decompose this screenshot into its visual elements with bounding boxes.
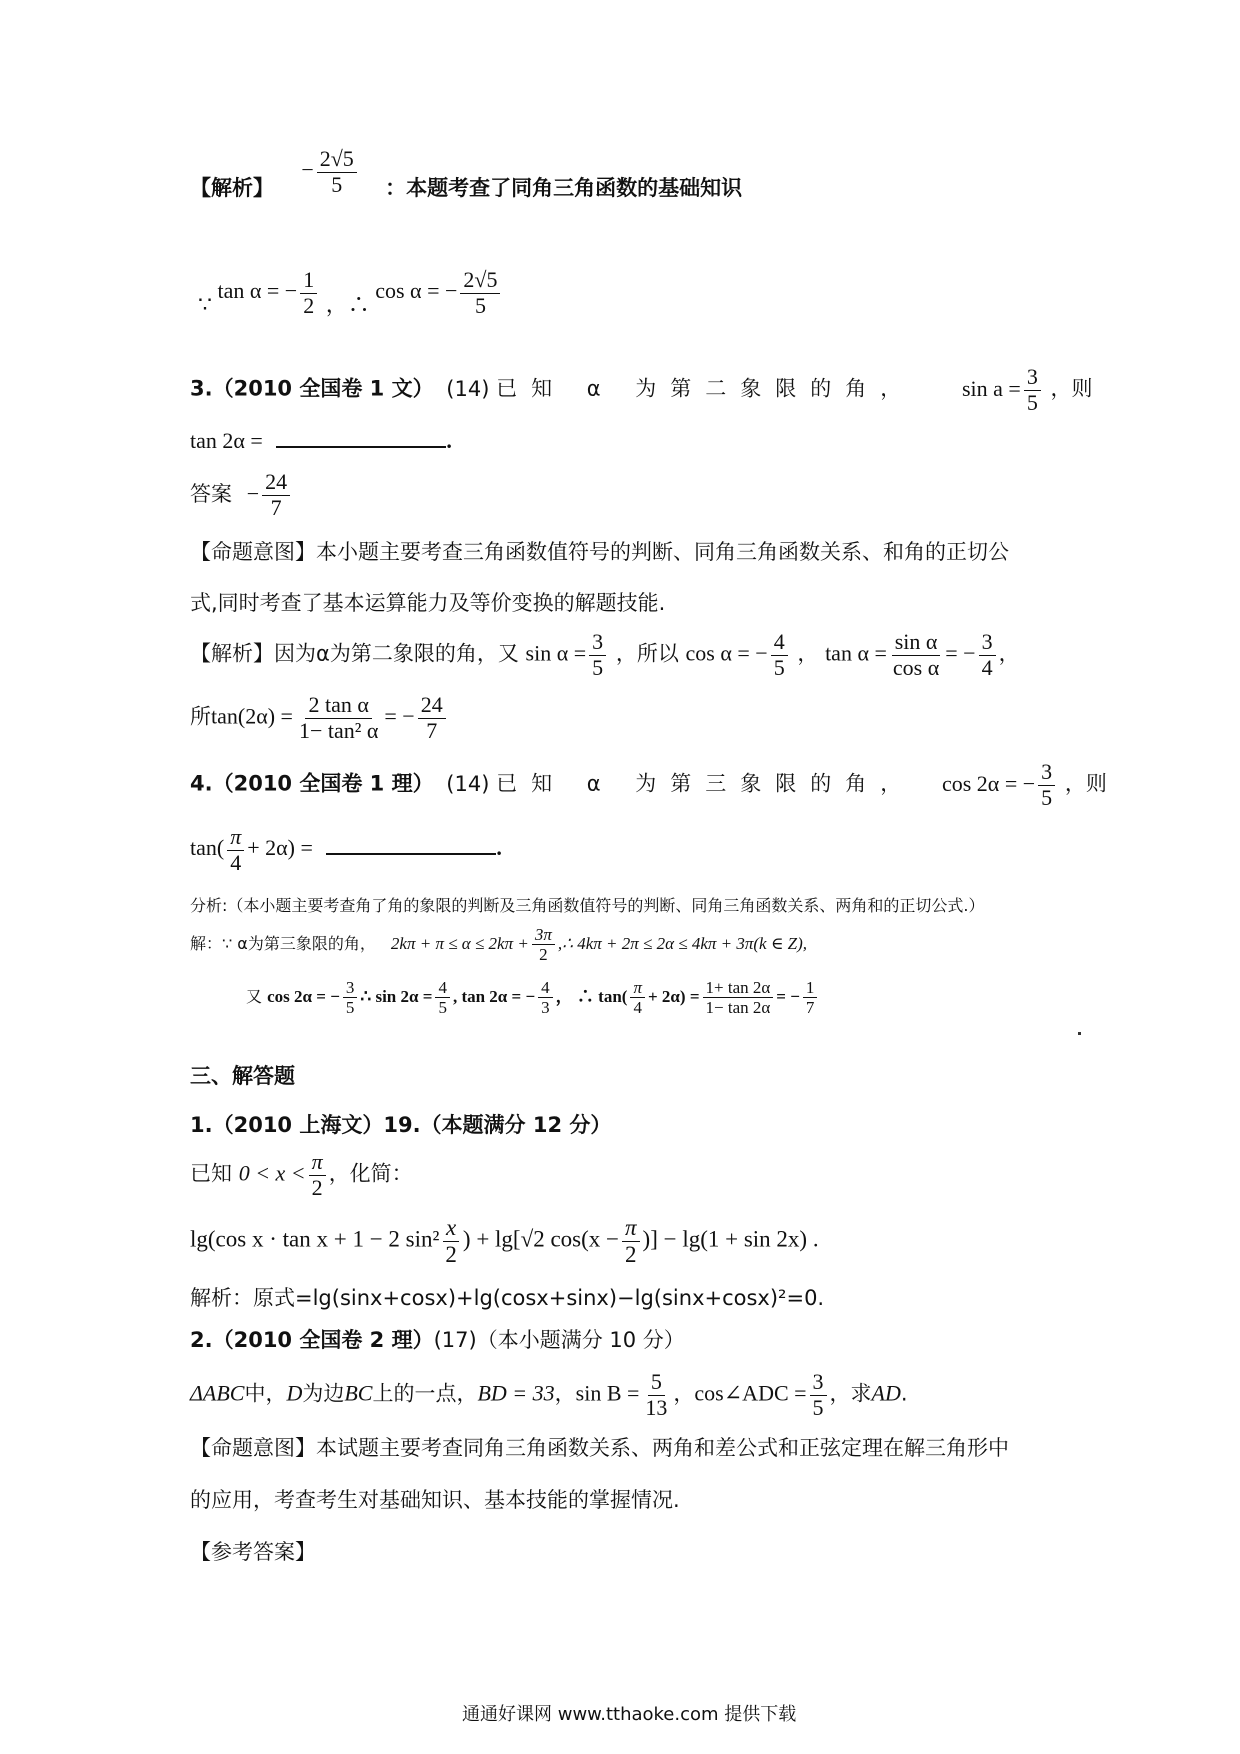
point-d: D <box>286 1380 303 1406</box>
stray-dot <box>1078 1032 1081 1035</box>
frac-den: 2 <box>625 1241 637 1267</box>
sin-expr: sin a = <box>961 375 1021 401</box>
footer: 通通好课网 www.tthaoke.com 提供下载 <box>462 1704 797 1725</box>
tan-expr: , tan 2α = − <box>452 987 536 1007</box>
analysis-label: 【解析】 <box>190 176 274 201</box>
question-4-number: (14) <box>446 771 490 796</box>
cos-expr: cos 2α = − <box>941 770 1036 796</box>
frac-den: 5 <box>812 1394 824 1420</box>
frac-den: 7 <box>426 717 438 743</box>
text-side: 为边 <box>302 1381 345 1406</box>
frac-num: 3 <box>810 1370 827 1396</box>
frac-den: 5 <box>1026 389 1038 415</box>
frac-den: 4 <box>230 849 242 875</box>
text-find: ，求 <box>829 1381 872 1406</box>
segment-ad: AD <box>871 1380 901 1406</box>
problem-2-points: (17)（本小题满分 10 分） <box>433 1328 685 1352</box>
intent-p2-line-1: 【命题意图】本试题主要考查同角三角函数关系、两角和差公式和正弦定理在解三角形中 <box>190 1436 1009 1460</box>
frac-num: x <box>443 1215 459 1242</box>
frac-num: 4 <box>771 630 788 656</box>
comma: ， <box>554 1381 576 1406</box>
cos-adc-expr: cos∠ADC = <box>694 1380 807 1406</box>
tan-expr: tan α = − <box>217 278 298 304</box>
cos-expr: cos α = − <box>685 640 768 666</box>
therefore-tan: ， ∴ tan( <box>555 987 628 1007</box>
frac-num: 3 <box>589 630 606 656</box>
frac-num: 1 <box>300 268 317 294</box>
reference-answer-label: 【参考答案】 <box>190 1540 316 1564</box>
problem-1-label: 1.（2010 上海文）19.（本题满分 12 分） <box>190 1113 612 1137</box>
tan-close: + 2α) = <box>247 835 313 861</box>
fenxi-4: 分析:（本小题主要考查角了角的象限的判断及三角函数值符号的判断、同角三角函数关系、两角和的正切公式.） <box>190 896 985 915</box>
frac-num: 24 <box>262 470 290 496</box>
text-point: 上的一点， <box>372 1381 478 1406</box>
analysis-3-text-2: ，所以 <box>615 641 679 666</box>
frac-den: 4 <box>981 654 993 680</box>
frac-den: 5 <box>345 998 355 1018</box>
problem-1-question <box>190 1150 413 1200</box>
frac-den: 3 <box>541 998 550 1018</box>
sin-expr: ∴ sin 2α = <box>360 987 433 1007</box>
comma: ， <box>797 641 819 666</box>
cos-expr: cos 2α = − <box>267 987 340 1007</box>
answer-3 <box>190 470 293 520</box>
analysis-3b <box>190 693 449 743</box>
frac-den: 13 <box>645 1394 668 1420</box>
you-text: 又 <box>246 987 263 1007</box>
tan-open: tan( <box>190 835 225 861</box>
inequality-expr-2: ,∴ 4kπ + 2π ≤ 2α ≤ 4kπ + 3π(k ∈ Z), <box>557 934 808 954</box>
frac-num: 2√5 <box>317 147 357 173</box>
frac-num: π <box>630 978 645 998</box>
frac-num: π <box>622 1215 640 1242</box>
period: . <box>900 1381 908 1406</box>
answer-blank <box>276 444 446 448</box>
frac-num: 3 <box>343 978 358 998</box>
frac-den: 5 <box>592 654 604 680</box>
minus-sign: − <box>246 480 260 506</box>
frac-num: 3 <box>1024 365 1041 391</box>
simplify-text: ，化简： <box>328 1161 413 1186</box>
question-4 <box>190 760 1107 810</box>
solution-4-line-2 <box>246 978 820 1017</box>
intent-p2-line-2: 的应用，考查考生对基础知识、基本技能的掌握情况. <box>190 1488 680 1512</box>
frac-num: 3 <box>1038 760 1055 786</box>
text-in: 中， <box>244 1381 287 1406</box>
equals-minus: = − <box>945 640 976 666</box>
tan2a-expr: tan 2α = <box>190 428 263 453</box>
because-symbol: ∵ <box>198 292 212 318</box>
comma: ， <box>998 641 1020 666</box>
question-3 <box>190 365 1093 415</box>
frac-num: 5 <box>648 1370 665 1396</box>
frac-num: 3π <box>532 925 555 945</box>
answer-blank <box>326 851 496 855</box>
problem-1-expression <box>190 1215 819 1268</box>
problem-2-question <box>190 1370 908 1420</box>
frac-num: 1+ tan 2α <box>703 978 774 998</box>
frac-den: 5 <box>438 998 447 1018</box>
frac-den: 5 <box>1041 784 1053 810</box>
frac-den: 2 <box>539 945 548 965</box>
question-3-tail: ，则 <box>1050 376 1093 401</box>
analysis-3b-text: 所 <box>190 704 211 729</box>
question-4-tail: ，则 <box>1064 771 1107 796</box>
sin-b-expr: sin B = <box>575 1380 640 1406</box>
analysis-3 <box>190 630 1020 680</box>
tan-expr: tan α = <box>825 640 887 666</box>
solution-4-text: 解：∵ α为第三象限的角， <box>190 934 376 954</box>
frac-num: 2√5 <box>460 268 500 294</box>
range-expr: 0 < x < <box>238 1160 306 1186</box>
equals-minus: = − <box>776 987 800 1007</box>
frac-den: 5 <box>773 654 785 680</box>
because-line <box>198 268 503 318</box>
lg-expr-1: lg(cos x · tan x + 1 − 2 sin² <box>190 1226 440 1252</box>
analysis-3-text: 【解析】因为α为第二象限的角，又 <box>190 641 519 666</box>
question-3-number: (14) <box>446 376 490 401</box>
tan-close: + 2α) = <box>647 987 700 1007</box>
frac-den: 4 <box>633 998 642 1018</box>
frac-den: cos α <box>892 654 940 680</box>
frac-num: sin α <box>892 630 941 656</box>
frac-num: 24 <box>418 693 446 719</box>
answer-label: 答案 <box>190 481 232 506</box>
comma: ， <box>673 1381 695 1406</box>
frac-num: 4 <box>538 978 553 998</box>
question-3-blank-line <box>190 430 452 452</box>
analysis-line-1: 【解析】 − $\frac{2√5}{5}$ ：本题考查了同角三角函数的基础知识 <box>190 146 743 201</box>
frac-num: 4 <box>435 978 450 998</box>
frac-den: 5 <box>474 292 486 318</box>
therefore-sep: ，∴ <box>325 292 370 318</box>
question-4-label: 4.（2010 全国卷 1 理） <box>190 771 434 796</box>
lg-expr-2: ) + lg[√2 cos(x − <box>462 1226 619 1252</box>
frac-den: 2 <box>311 1174 323 1200</box>
frac-den: 5 <box>331 171 343 197</box>
frac-den: 7 <box>805 998 815 1018</box>
frac-den: 2 <box>445 1241 457 1267</box>
frac-den: 2 <box>303 292 315 318</box>
lg-expr-3: )] − lg(1 + sin 2x) . <box>642 1226 819 1252</box>
frac-den: 1− tan² α <box>298 717 379 743</box>
question-3-label: 3.（2010 全国卷 1 文） <box>190 376 434 401</box>
given-text: 已知 <box>190 1161 232 1186</box>
question-3-text: 已知 α 为第二象限的角， <box>496 376 916 401</box>
intent-3-line-1: 【命题意图】本小题主要考查三角函数值符号的判断、同角三角函数关系、和角的正切公 <box>190 540 1009 564</box>
frac-num: 3 <box>979 630 996 656</box>
period: . <box>496 835 502 861</box>
frac-num: π <box>309 1150 326 1176</box>
sin-expr: sin α = <box>525 640 587 666</box>
frac-num: 1 <box>803 978 818 998</box>
problem-2-title: 2.（2010 全国卷 2 理） <box>190 1328 434 1352</box>
question-4-blank-line <box>190 825 502 875</box>
triangle-abc: ΔABC <box>190 1380 245 1406</box>
intent-3-line-2: 式,同时考查了基本运算能力及等价变换的解题技能. <box>190 591 666 615</box>
period: . <box>446 428 452 453</box>
segment-bc: BC <box>344 1380 373 1406</box>
frac-num: 2 tan α <box>305 693 371 719</box>
inequality-expr: 2kπ + π ≤ α ≤ 2kπ + <box>390 934 529 954</box>
frac-den: 1− tan 2α <box>705 998 771 1018</box>
solution-4-line-1 <box>190 925 807 964</box>
tan-expr: tan(2α) = <box>211 703 293 729</box>
frac-den: 7 <box>270 494 282 520</box>
frac-num: π <box>227 825 244 851</box>
question-4-text: 已知 α 为第三象限的角， <box>496 771 916 796</box>
bd-value: BD = 33 <box>477 1380 555 1406</box>
analysis-text: ：本题考查了同角三角函数的基础知识 <box>385 176 743 201</box>
equals-minus: = − <box>384 703 415 729</box>
section-heading: 三、解答题 <box>190 1064 295 1088</box>
problem-1-solution: 解析：原式=lg(sinx+cosx)+lg(cosx+sinx)−lg(sinx+cosx)²=0. <box>190 1286 825 1310</box>
cos-expr: cos α = − <box>375 278 458 304</box>
problem-2-label <box>190 1330 685 1351</box>
